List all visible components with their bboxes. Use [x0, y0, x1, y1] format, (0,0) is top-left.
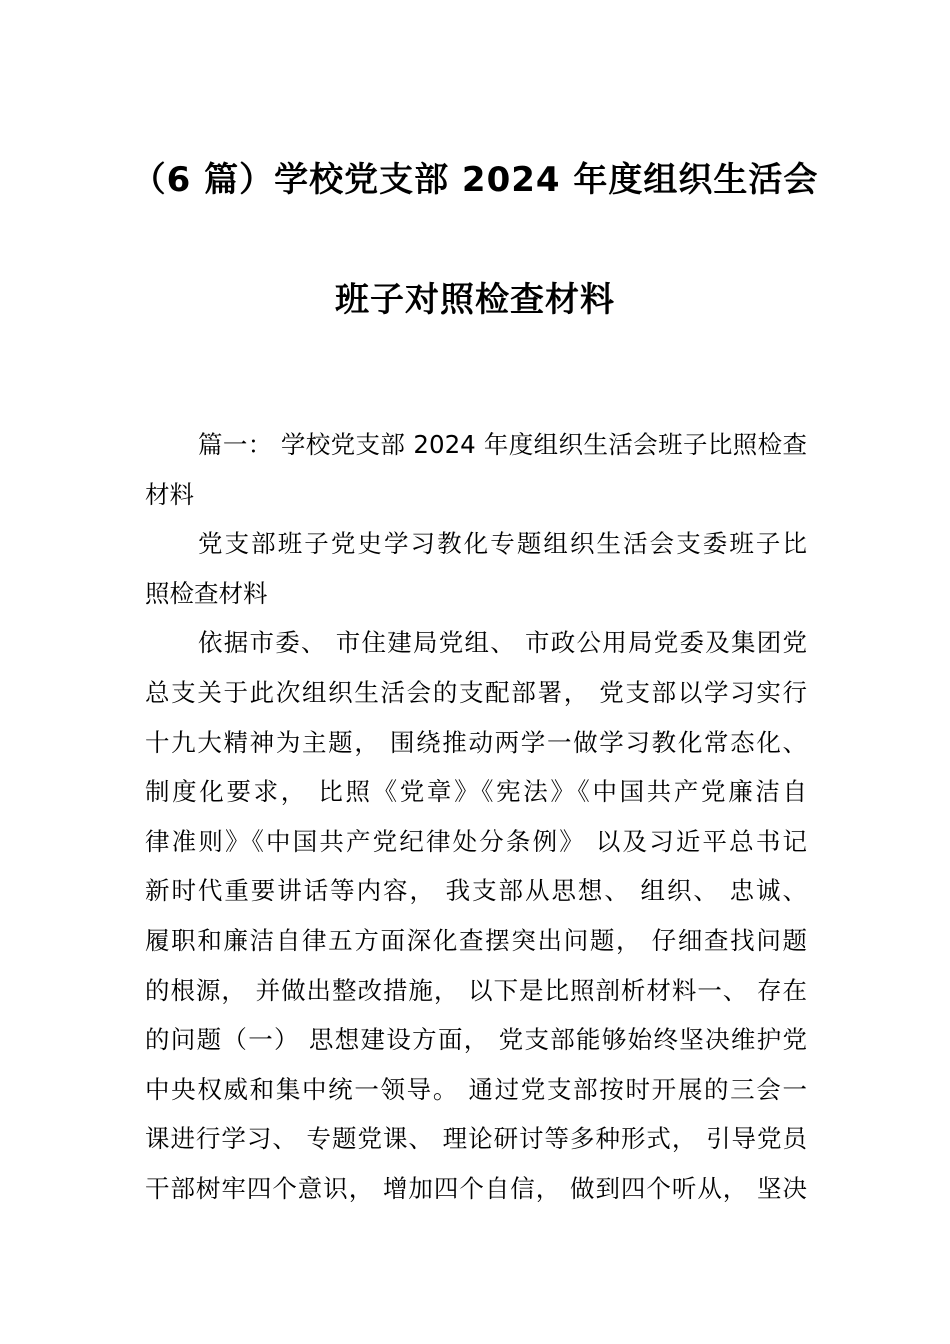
document-title-line-1: （6 篇）学校党支部 2024 年度组织生活会 — [131, 160, 819, 200]
body-line: 履职和廉洁自律五方面深化查摆突出问题， 仔细查找问题 — [145, 925, 807, 955]
body-line: 中央权威和集中统一领导。 通过党支部按时开展的三会一 — [145, 1074, 807, 1104]
body-line: 制度化要求， 比照《党章》《宪法》《中国共产党廉洁自 — [145, 777, 807, 807]
body-line: 的根源， 并做出整改措施， 以下是比照剖析材料一、 存在 — [145, 975, 807, 1005]
body-line: 的问题（一） 思想建设方面， 党支部能够始终坚决维护党 — [145, 1025, 807, 1055]
body-line: 党支部班子党史学习教化专题组织生活会支委班子比 — [198, 529, 807, 559]
body-line: 依据市委、 市住建局党组、 市政公用局党委及集团党 — [198, 628, 807, 658]
body-line: 律准则》《中国共产党纪律处分条例》 以及习近平总书记 — [145, 826, 807, 856]
document-body — [145, 420, 807, 1214]
body-line: 新时代重要讲话等内容， 我支部从思想、 组织、 忠诚、 — [145, 876, 807, 906]
body-line: 课进行学习、 专题党课、 理论研讨等多种形式， 引导党员 — [145, 1124, 807, 1154]
body-line: 十九大精神为主题， 围绕推动两学一做学习教化常态化、 — [145, 727, 807, 757]
body-line: 总支关于此次组织生活会的支配部署， 党支部以学习实行 — [145, 677, 807, 707]
body-line: 材料 — [145, 479, 194, 509]
body-line: 篇一： 学校党支部 2024 年度组织生活会班子比照检查 — [198, 430, 807, 459]
body-line: 干部树牢四个意识， 增加四个自信， 做到四个听从， 坚决 — [145, 1173, 807, 1203]
body-line: 照检查材料 — [145, 578, 268, 608]
document-title-line-2: 班子对照检查材料 — [335, 280, 615, 320]
